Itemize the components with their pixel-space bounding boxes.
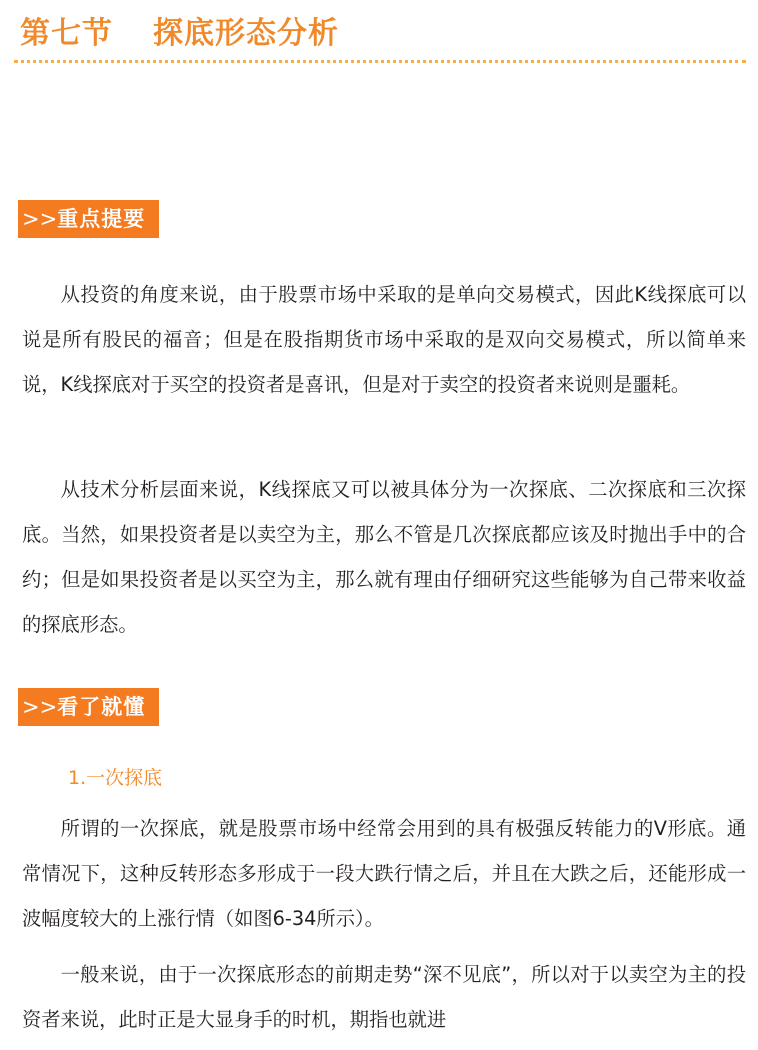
subheading-first-bottom: 1.一次探底	[68, 767, 163, 789]
understand-tag	[18, 688, 159, 726]
understand-paragraph-1: 所谓的一次探底，就是股票市场中经常会用到的具有极强反转能力的V形底。通常情况下，这种反转形态多形成于一段大跌行情之后，并且在大跌之后，还能形成一波幅度较大的上涨行情（如图6-34所示）。	[22, 817, 746, 930]
key-points-tag	[18, 200, 159, 238]
chevron-arrows-icon: >>	[22, 207, 58, 231]
understand-paragraph-2: 一般来说，由于一次探底形态的前期走势“深不见底”，所以对于以卖空为主的投资者来说，此时正是大显身手的时机，期指也就进	[22, 963, 746, 1031]
section-name: 探底形态分析	[153, 16, 339, 51]
section-number: 第七节	[20, 16, 113, 51]
title-divider	[14, 60, 746, 63]
chevron-arrows-icon: >>	[22, 695, 58, 719]
key-points-label: 重点提要	[57, 206, 146, 231]
key-points-paragraph-1: 从投资的角度来说，由于股票市场中采取的是单向交易模式，因此K线探底可以说是所有股民的福音；但是在股指期货市场中采取的是双向交易模式，所以简单来说，K线探底对于买空的投资者是喜讯，但是对于卖空的投资者来说则是噩耗。	[22, 283, 746, 396]
understand-label: 看了就懂	[57, 694, 146, 719]
key-points-paragraph-2: 从技术分析层面来说，K线探底又可以被具体分为一次探底、二次探底和三次探底。当然，如果投资者是以卖空为主，那么不管是几次探底都应该及时抛出手中的合约；但是如果投资者是以买空为主，那么就有理由仔细研究这些能够为自己带来收益的探底形态。	[22, 478, 746, 636]
section-title	[20, 8, 339, 52]
